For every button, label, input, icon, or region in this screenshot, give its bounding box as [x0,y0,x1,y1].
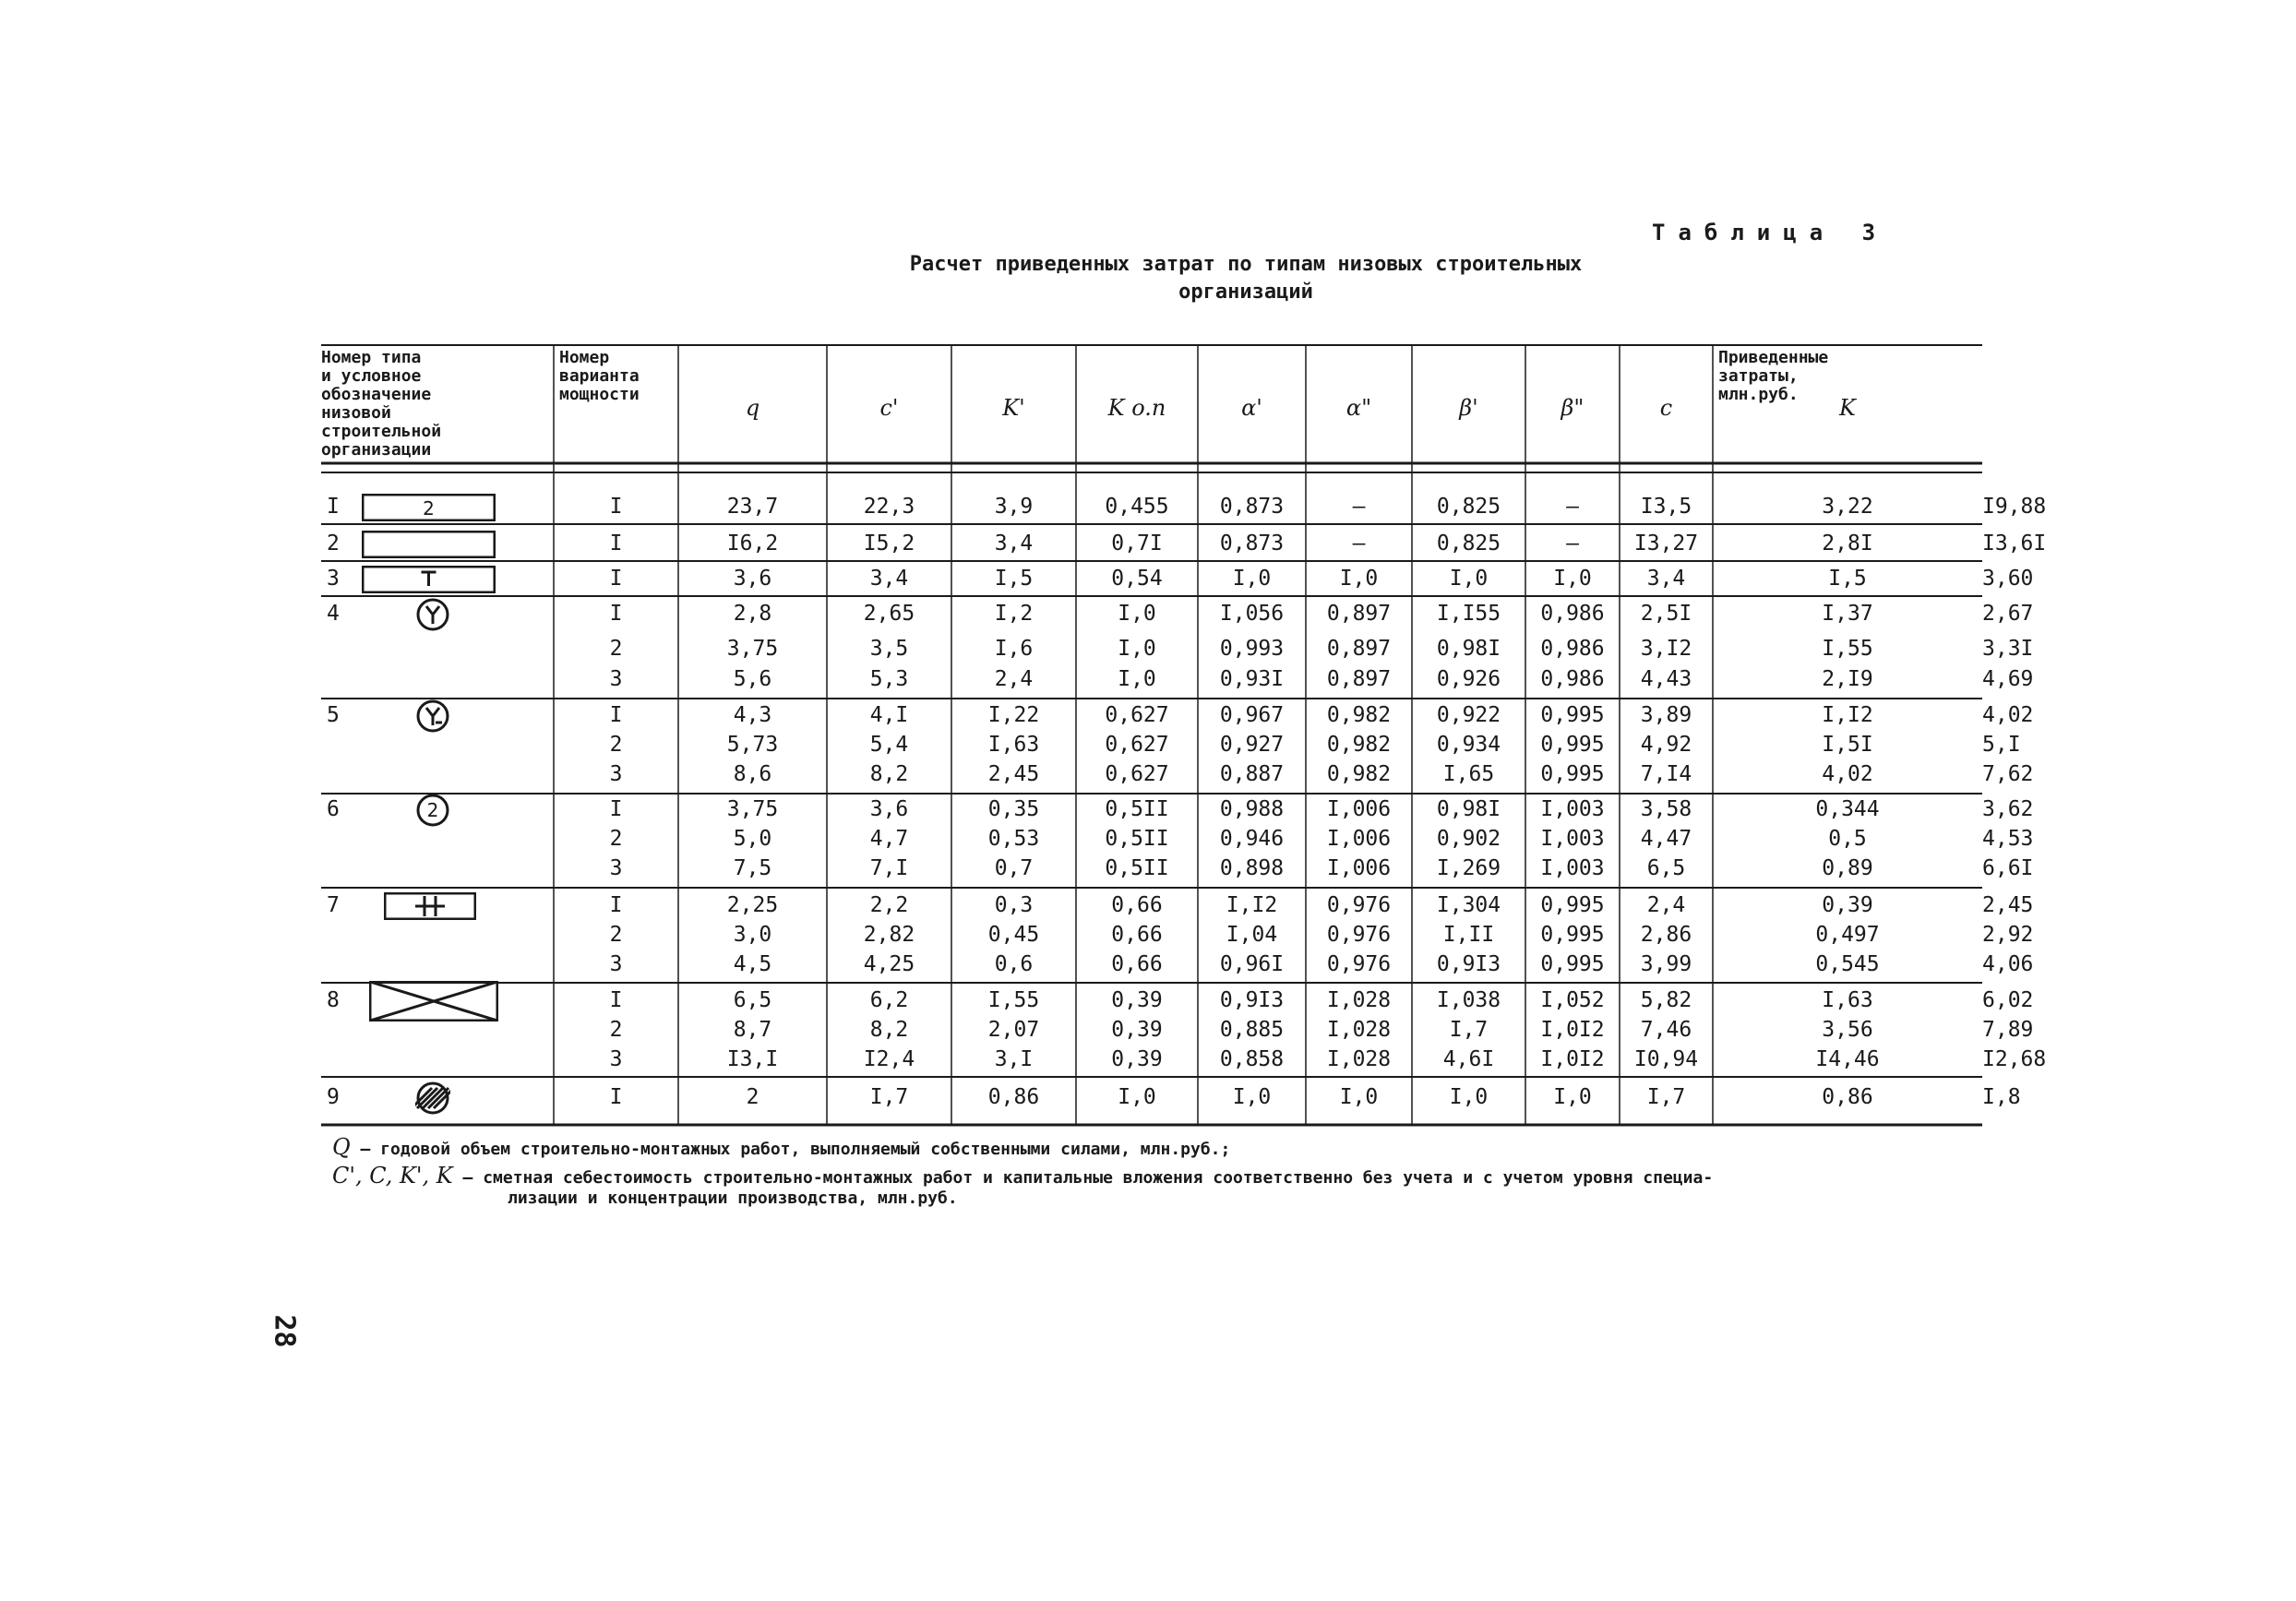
table-title [831,251,1661,306]
row-variant: I [609,988,623,1012]
cell-kop: 0,54 [1111,567,1163,591]
cell-k: I,37 [1822,602,1873,626]
row-variant: I [609,567,623,591]
header-beta-prime: β' [1459,395,1478,421]
cell-k1: 2,07 [987,1018,1040,1042]
cell-q: 4,5 [733,952,772,976]
cell-kop: 0,66 [1111,893,1163,917]
cell-q: I6,2 [726,532,779,556]
cell-q: 3,6 [733,567,772,591]
cell-b2: 0,986 [1540,602,1605,626]
cell-c1: 5,3 [869,667,909,691]
row-variant: 2 [609,827,623,851]
cell-q: 4,3 [733,703,772,727]
rect-2-icon [362,494,496,521]
cell-k: 0,5 [1828,827,1867,851]
table-label: Таблица 3 [1652,220,1889,245]
cell-b2: 0,995 [1540,703,1605,727]
cell-k1: I,2 [994,602,1034,626]
cell-c: 3,89 [1640,703,1692,727]
cell-a2: 0,897 [1326,602,1392,626]
cell-b2: 0,995 [1540,893,1605,917]
cell-z: I3,6I [1982,532,2047,556]
cell-c: 5,82 [1640,988,1692,1012]
cell-z: 2,67 [1982,602,2034,626]
cell-z: 6,02 [1982,988,2034,1012]
cell-q: 3,0 [733,923,772,947]
cell-z: 7,89 [1982,1018,2034,1042]
cell-kop: I,0 [1118,667,1156,691]
cell-b2: 0,995 [1540,733,1605,757]
cell-a1: 0,9I3 [1219,988,1285,1012]
cell-b1: 0,98I [1436,797,1501,821]
cell-a1: 0,946 [1219,827,1285,851]
cell-k1: I,6 [994,637,1034,661]
cell-kop: 0,627 [1105,762,1169,786]
cell-a2: 0,976 [1326,923,1392,947]
cell-k: 0,344 [1815,797,1880,821]
title-line-2: организаций [1178,281,1313,304]
cell-q: I3,I [726,1047,779,1071]
header-variant-col: Номер варианта мощности [559,348,640,404]
cell-z: 4,02 [1982,703,2034,727]
cell-c: I3,27 [1633,532,1699,556]
cell-k1: 2,45 [987,762,1040,786]
cell-k: 0,497 [1815,923,1880,947]
cell-k: 0,89 [1822,856,1873,880]
header-type-col: Номер типа и условное обозначение низовой строительной организации [321,348,442,460]
cell-q: 3,75 [726,797,779,821]
cell-b2: I,003 [1540,797,1605,821]
cell-k1: 0,53 [987,827,1040,851]
cell-c: 3,4 [1646,567,1686,591]
circle-2-icon [415,793,450,828]
cell-z: 7,62 [1982,762,2034,786]
svg-text:2: 2 [423,497,435,520]
cell-b2: 0,995 [1540,952,1605,976]
cell-q: 2 [746,1085,759,1109]
cell-q: 5,73 [726,733,779,757]
cell-b2: I,0I2 [1540,1047,1605,1071]
row-type-number: 5 [327,703,340,727]
cell-kop: 0,66 [1111,923,1163,947]
cell-a2: 0,982 [1326,762,1392,786]
rect-empty-icon [362,531,496,558]
cell-q: 2,8 [733,602,772,626]
row-type-number: 6 [327,797,340,821]
header-beta-dprime: β" [1561,395,1584,421]
row-variant: 2 [609,637,623,661]
cell-b1: I,0 [1449,1085,1489,1109]
cell-b2: 0,995 [1540,762,1605,786]
cell-a2: I,006 [1326,797,1392,821]
cell-a2: 0,976 [1326,952,1392,976]
rect-t-icon [362,566,496,593]
cell-a2: I,028 [1326,1018,1392,1042]
cell-z: 4,06 [1982,952,2034,976]
cell-k: 0,86 [1822,1085,1873,1109]
cell-k1: I,63 [987,733,1040,757]
cell-a2: 0,897 [1326,667,1392,691]
cell-a2: 0,982 [1326,703,1392,727]
rect-x-icon [369,981,498,1022]
cell-b1: 0,934 [1436,733,1501,757]
cell-q: 2,25 [726,893,779,917]
cell-b1: 4,6I [1442,1047,1495,1071]
cell-z: I9,88 [1982,495,2047,519]
cell-c1: 4,I [869,703,909,727]
cell-b2: 0,995 [1540,923,1605,947]
cell-kop: 0,7I [1111,532,1163,556]
cell-k: 3,56 [1822,1018,1873,1042]
cell-z: 2,45 [1982,893,2034,917]
cell-q: 6,5 [733,988,772,1012]
title-line-1: Расчет приведенных затрат по типам низовых строительных [909,253,1583,276]
cell-c: 3,I2 [1640,637,1692,661]
cell-kop: 0,627 [1105,733,1169,757]
cell-z: I2,68 [1982,1047,2047,1071]
cell-a2: 0,982 [1326,733,1392,757]
cell-kop: 0,627 [1105,703,1169,727]
cell-b1: 0,922 [1436,703,1501,727]
cell-kop: 0,5II [1105,856,1169,880]
cell-k1: 3,I [994,1047,1034,1071]
cell-b1: I,7 [1449,1018,1489,1042]
cell-c: I0,94 [1633,1047,1699,1071]
cell-k: 2,8I [1822,532,1873,556]
cell-c1: 7,I [869,856,909,880]
row-variant: I [609,703,623,727]
cell-c1: I,7 [869,1085,909,1109]
cell-b2: 0,986 [1540,637,1605,661]
cell-k1: I,5 [994,567,1034,591]
cell-kop: 0,5II [1105,827,1169,851]
cell-k: I,5I [1822,733,1873,757]
row-variant: I [609,532,623,556]
cell-q: 7,5 [733,856,772,880]
header-alpha-dprime: α" [1345,395,1372,421]
cell-k: I,I2 [1822,703,1873,727]
cell-a2: 0,897 [1326,637,1392,661]
row-variant: 3 [609,952,623,976]
cell-a2: I,006 [1326,827,1392,851]
circle-y-icon [415,597,450,632]
cell-c: 4,92 [1640,733,1692,757]
cell-c: 2,5I [1640,602,1692,626]
cell-k: I,5 [1828,567,1867,591]
cell-c1: 2,2 [869,893,909,917]
row-type-number: 3 [327,567,340,591]
cell-b1: 0,825 [1436,532,1501,556]
cell-c1: 4,25 [863,952,915,976]
row-variant: 3 [609,667,623,691]
cell-q: 23,7 [726,495,779,519]
cell-q: 5,6 [733,667,772,691]
row-variant: 3 [609,762,623,786]
cell-c: 7,I4 [1640,762,1692,786]
cell-k1: 0,3 [994,893,1034,917]
row-type-number: I [327,495,340,519]
cell-b2: I,003 [1540,856,1605,880]
cell-a1: 0,967 [1219,703,1285,727]
cell-kop: I,0 [1118,1085,1156,1109]
circle-hatched-icon [415,1081,450,1116]
cell-c1: 3,6 [869,797,909,821]
cell-b1: I,II [1442,923,1495,947]
cell-c: 2,86 [1640,923,1692,947]
row-variant: 3 [609,856,623,880]
cell-c1: 22,3 [863,495,915,519]
cell-b2: I,052 [1540,988,1605,1012]
cell-a2: I,028 [1326,988,1392,1012]
cell-b1: I,I55 [1436,602,1501,626]
note-2: C', C, K', K – сметная себестоимость строительно-монтажных работ и капитальные вложения соответственно без учета и с учетом уровня специа- [332,1163,1714,1189]
header-q: q [745,395,760,421]
cell-z: 2,92 [1982,923,2034,947]
row-variant: I [609,893,623,917]
row-variant: 3 [609,1047,623,1071]
cell-z: 4,69 [1982,667,2034,691]
cell-c1: 8,2 [869,1018,909,1042]
cell-kop: 0,39 [1111,1047,1163,1071]
cell-z: 6,6I [1982,856,2034,880]
cell-b2: I,003 [1540,827,1605,851]
cell-c: I,7 [1646,1085,1686,1109]
cell-kop: 0,39 [1111,1018,1163,1042]
cell-c1: 3,4 [869,567,909,591]
cell-q: 8,6 [733,762,772,786]
cell-b1: 0,902 [1436,827,1501,851]
cell-k1: 0,6 [994,952,1034,976]
cell-b2: – [1566,532,1579,556]
cell-b2: I,0I2 [1540,1018,1605,1042]
cell-a2: – [1352,495,1366,519]
cell-a1: 0,858 [1219,1047,1285,1071]
cell-k1: 0,35 [987,797,1040,821]
cell-a1: 0,988 [1219,797,1285,821]
cell-a1: 0,873 [1219,495,1285,519]
cell-b2: I,0 [1553,1085,1592,1109]
cell-k1: 0,7 [994,856,1034,880]
circle-y2-icon [415,699,450,734]
cell-kop: I,0 [1118,637,1156,661]
cell-c: 6,5 [1646,856,1686,880]
cell-c1: I2,4 [863,1047,915,1071]
cell-k: 3,22 [1822,495,1873,519]
cell-k1: I,22 [987,703,1040,727]
cell-c: I3,5 [1640,495,1692,519]
cell-a1: 0,887 [1219,762,1285,786]
page-number: 28 [268,1314,301,1348]
cell-z: 3,3I [1982,637,2034,661]
row-variant: I [609,495,623,519]
row-type-number: 2 [327,532,340,556]
header-k-op: K o.n [1107,395,1166,421]
cell-c1: 6,2 [869,988,909,1012]
cell-k1: 3,9 [994,495,1034,519]
cell-c1: 3,5 [869,637,909,661]
cell-a1: 0,993 [1219,637,1285,661]
data-table [321,343,2047,1128]
row-variant: 2 [609,923,623,947]
cell-b1: I,65 [1442,762,1495,786]
cell-k1: 2,4 [994,667,1034,691]
cell-c1: I5,2 [863,532,915,556]
cell-a2: I,0 [1339,1085,1379,1109]
cell-k: 2,I9 [1822,667,1873,691]
cell-c1: 2,65 [863,602,915,626]
cell-k: I,55 [1822,637,1873,661]
cell-b2: 0,986 [1540,667,1605,691]
cell-c: 4,47 [1640,827,1692,851]
row-type-number: 4 [327,602,340,626]
cell-c: 3,58 [1640,797,1692,821]
cell-k1: 0,45 [987,923,1040,947]
cell-k1: I,55 [987,988,1040,1012]
cell-c: 4,43 [1640,667,1692,691]
cell-b1: I,269 [1436,856,1501,880]
cell-a1: I,04 [1226,923,1278,947]
cell-k: 0,545 [1815,952,1880,976]
cell-k1: 3,4 [994,532,1034,556]
cell-a2: 0,976 [1326,893,1392,917]
cell-z: 3,60 [1982,567,2034,591]
cell-a1: 0,898 [1219,856,1285,880]
row-variant: I [609,602,623,626]
cell-q: 8,7 [733,1018,772,1042]
cell-b1: 0,9I3 [1436,952,1501,976]
cell-z: I,8 [1982,1085,2021,1109]
cell-a2: – [1352,532,1366,556]
cell-b2: – [1566,495,1579,519]
cell-a1: 0,93I [1219,667,1285,691]
cell-q: 5,0 [733,827,772,851]
cell-k: I,63 [1822,988,1873,1012]
cell-a1: 0,873 [1219,532,1285,556]
cell-a1: 0,96I [1219,952,1285,976]
svg-text:2: 2 [426,799,439,821]
row-type-number: 9 [327,1085,340,1109]
cell-b1: 0,98I [1436,637,1501,661]
cell-c: 7,46 [1640,1018,1692,1042]
cell-c1: 2,82 [863,923,915,947]
cell-b1: I,038 [1436,988,1501,1012]
cell-z: 4,53 [1982,827,2034,851]
note-1: Q – годовой объем строительно-монтажных работ, выполняемый собственными силами, млн.руб.; [332,1134,1231,1160]
cell-z: 5,I [1982,733,2021,757]
cell-a1: I,0 [1232,567,1272,591]
header-k-prime: K' [1002,395,1025,421]
cell-k: 0,39 [1822,893,1873,917]
cell-a1: I,056 [1219,602,1285,626]
header-c-prime: c' [879,395,899,421]
row-type-number: 7 [327,893,340,917]
header-cost-col: Приведенные затраты, млн.руб. [1718,348,1829,404]
row-variant: I [609,1085,623,1109]
cell-a1: I,I2 [1226,893,1278,917]
cell-a1: 0,927 [1219,733,1285,757]
header-k: K [1839,395,1856,421]
cell-a2: I,006 [1326,856,1392,880]
cell-kop: 0,5II [1105,797,1169,821]
row-variant: 2 [609,733,623,757]
row-variant: 2 [609,1018,623,1042]
cell-c1: 5,4 [869,733,909,757]
cell-a1: 0,885 [1219,1018,1285,1042]
cell-c: 2,4 [1646,893,1686,917]
cell-a1: I,0 [1232,1085,1272,1109]
notes [332,1134,1714,1209]
row-variant: I [609,797,623,821]
cell-a2: I,028 [1326,1047,1392,1071]
cell-b1: 0,825 [1436,495,1501,519]
cell-b2: I,0 [1553,567,1592,591]
cell-z: 3,62 [1982,797,2034,821]
cell-b1: 0,926 [1436,667,1501,691]
cell-kop: 0,455 [1105,495,1169,519]
rect-hash-icon [384,892,476,920]
cell-c: 3,99 [1640,952,1692,976]
header-alpha-prime: α' [1241,395,1262,421]
cell-c1: 4,7 [869,827,909,851]
cell-b1: I,304 [1436,893,1501,917]
cell-k1: 0,86 [987,1085,1040,1109]
cell-b1: I,0 [1449,567,1489,591]
row-type-number: 8 [327,988,340,1012]
cell-kop: 0,39 [1111,988,1163,1012]
cell-a2: I,0 [1339,567,1379,591]
header-c: c [1659,395,1673,421]
cell-q: 3,75 [726,637,779,661]
cell-k: 4,02 [1822,762,1873,786]
cell-kop: 0,66 [1111,952,1163,976]
cell-k: I4,46 [1815,1047,1880,1071]
cell-c1: 8,2 [869,762,909,786]
cell-kop: I,0 [1118,602,1156,626]
note-2-cont: лизации и концентрации производства, млн.руб. [508,1189,958,1208]
